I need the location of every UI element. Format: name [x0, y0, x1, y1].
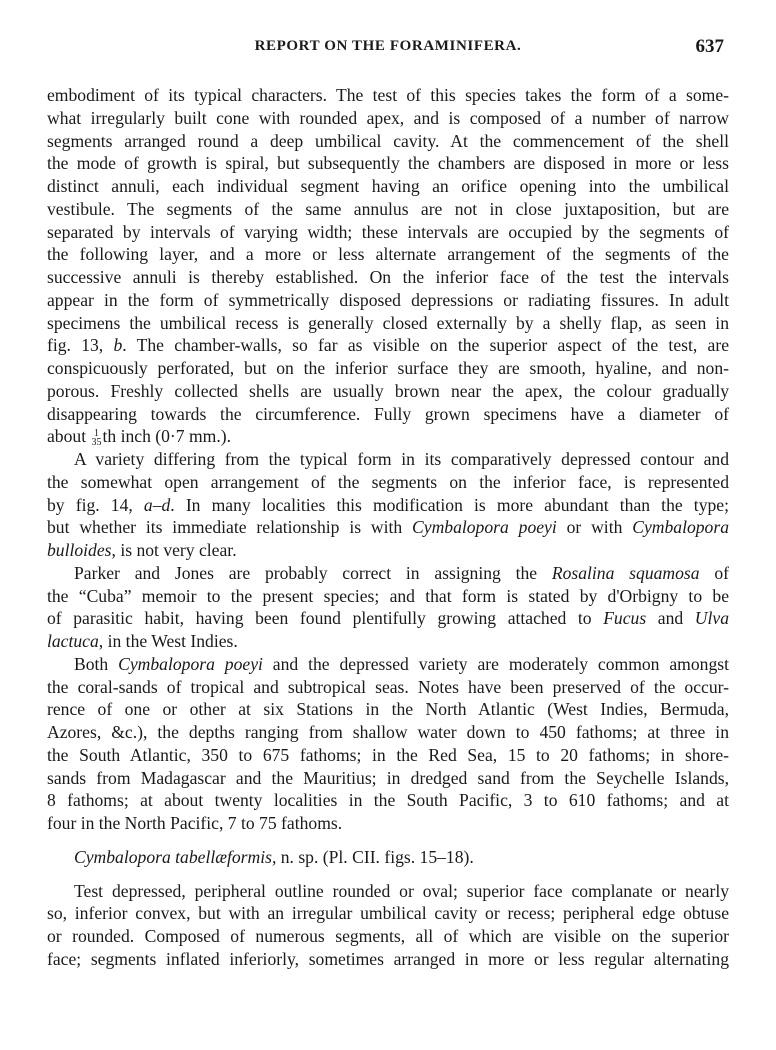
- paragraph-description: [47, 880, 729, 971]
- text-run: Both: [74, 653, 119, 674]
- text-line: Test depressed, peripheral outline rounded or oval; superior face complanate or nearly: [74, 880, 729, 901]
- italic-run: lactuca: [47, 631, 99, 651]
- spacer: [47, 869, 729, 880]
- paragraph-variety: [47, 448, 729, 562]
- text-run: fig. 13,: [47, 335, 114, 356]
- text-line: [47, 516, 729, 539]
- text-line: [47, 630, 729, 653]
- text-line: four in the North Pacific, 7 to 75 fathoms.: [47, 813, 343, 833]
- text-run: of parasitic habit, having been found plentifully growing attached to: [47, 608, 604, 629]
- fraction-numerator: 1: [94, 428, 99, 440]
- spacer: [47, 835, 729, 846]
- text-line: rence of one or other at six Stations in the North Atlantic (West Indies, Bermuda,: [47, 699, 729, 720]
- italic-run: Ulva: [694, 608, 729, 629]
- text-line: [47, 494, 729, 517]
- text-line: specimens the umbilical recess is generally closed externally by a shelly flap, as seen in: [47, 312, 729, 333]
- species-heading: [47, 846, 729, 869]
- text-line: [47, 334, 729, 357]
- text-run: but whether its immediate relationship is with: [47, 517, 413, 538]
- italic-run: Cymbalopora: [632, 517, 729, 538]
- text-line: disappearing towards the circumference. Fully grown specimens have a diameter of: [47, 403, 729, 424]
- text-run: Parker and Jones are probably correct in assigning the: [74, 562, 552, 583]
- italic-run: a–d: [143, 494, 171, 515]
- italic-run: Rosalina squamosa: [551, 562, 700, 583]
- text-line: embodiment of its typical characters. The test of this species takes the form of a some-: [47, 85, 729, 105]
- running-title: REPORT ON THE FORAMINIFERA.: [254, 38, 522, 54]
- text-line: segments arranged round a deep umbilical cavity. At the commencement of the shell: [47, 130, 729, 151]
- species-citation: n. sp. (Pl. CII. figs. 15–18).: [276, 846, 474, 867]
- text-line: the mode of growth is spiral, but subsequently the chambers are disposed in more or less: [47, 153, 729, 174]
- text-line: the “Cuba” memoir to the present species; and that form is stated by d'Orbigny to be: [47, 585, 729, 606]
- text-run: or with: [556, 517, 633, 538]
- text-line: [47, 539, 729, 562]
- text-line: the following layer, and a more or less alternate arrangement of the segments of the: [47, 244, 729, 265]
- text-line: conspicuously perforated, but on the inferior surface they are smooth, hyaline, and non-: [47, 358, 729, 378]
- text-run: about: [47, 426, 91, 447]
- text-line: what irregularly built cone with rounded apex, and is composed of a number of narrow: [47, 107, 729, 128]
- paragraph-distribution: [47, 653, 729, 835]
- fraction-denominator: 35: [91, 437, 102, 449]
- italic-run: bulloides: [47, 540, 112, 560]
- text-line: the somewhat open arrangement of the segments on the inferior face, is represented: [47, 471, 729, 492]
- text-run: , is not very clear.: [111, 540, 237, 560]
- text-line: [47, 607, 729, 630]
- text-run: . In many localities this modification is more abundant than the type;: [170, 494, 729, 515]
- text-run: by fig. 14,: [47, 494, 144, 515]
- text-line: the coral-sands of tropical and subtropical seas. Notes have been preserved of the occur-: [47, 676, 729, 697]
- running-head: [0, 38, 776, 62]
- text-line: [47, 425, 729, 448]
- text-line: separated by intervals of varying width; these intervals are occupied by the segments of: [47, 221, 729, 242]
- text-line: or rounded. Composed of numerous segments, all of which are visible on the superior: [47, 926, 729, 946]
- text-line: sands from Madagascar and the Mauritius; in dredged sand from the Seychelle Islands,: [47, 767, 729, 788]
- text-line: vestibule. The segments of the same annulus are not in close juxtaposition, but are: [47, 198, 729, 219]
- text-run: th inch (0·7 mm.).: [102, 426, 232, 447]
- text-run: . The chamber-walls, so far as visible on the superior aspect of the test, are: [122, 335, 730, 356]
- text-line: A variety differing from the typical form in its comparatively depressed contour and: [74, 449, 729, 469]
- page-number: 637: [695, 36, 724, 57]
- text-line: the South Atlantic, 350 to 675 fathoms; in the Red Sea, 15 to 20 fathoms; in shore-: [47, 744, 729, 765]
- text-line: Azores, &c.), the depths ranging from shallow water down to 450 fathoms; at three in: [47, 722, 729, 742]
- italic-run: Cymbalopora poeyi: [118, 653, 263, 674]
- paragraph-parker-jones: [47, 562, 729, 653]
- text-run: and: [646, 608, 695, 629]
- text-run: , in the West Indies.: [98, 631, 238, 651]
- text-line: face; segments inflated inferiorly, sometimes arranged in more or less regular alternating: [47, 948, 729, 969]
- paragraph-continuation: [47, 84, 729, 448]
- text-line: successive annuli is thereby established. On the inferior face of the test the intervals: [47, 267, 729, 287]
- text-line: distinct annuli, each individual segment having an orifice opening into the umbilical: [47, 176, 729, 196]
- italic-run: Cymbalopora poeyi: [412, 517, 557, 538]
- italic-run: Fucus: [603, 608, 647, 629]
- text-line: 8 fathoms; at about twenty localities in the South Pacific, 3 to 610 fathoms; and at: [47, 790, 729, 811]
- text-line: [47, 562, 729, 585]
- text-line: [47, 653, 729, 676]
- text-run: and the depressed variety are moderately common amongst: [262, 653, 729, 674]
- species-name: Cymbalopora tabellæformis,: [74, 846, 277, 867]
- page-body: [47, 84, 729, 971]
- text-run: of: [699, 562, 729, 583]
- fraction: [92, 429, 102, 447]
- italic-run: b: [113, 335, 123, 356]
- text-line: appear in the form of symmetrically disposed depressions or radiating fissures. In adult: [47, 289, 729, 310]
- text-line: porous. Freshly collected shells are usually brown near the apex, the colour gradually: [47, 380, 729, 401]
- text-line: so, inferior convex, but with an irregular umbilical cavity or recess; peripheral edge obtuse: [47, 903, 729, 924]
